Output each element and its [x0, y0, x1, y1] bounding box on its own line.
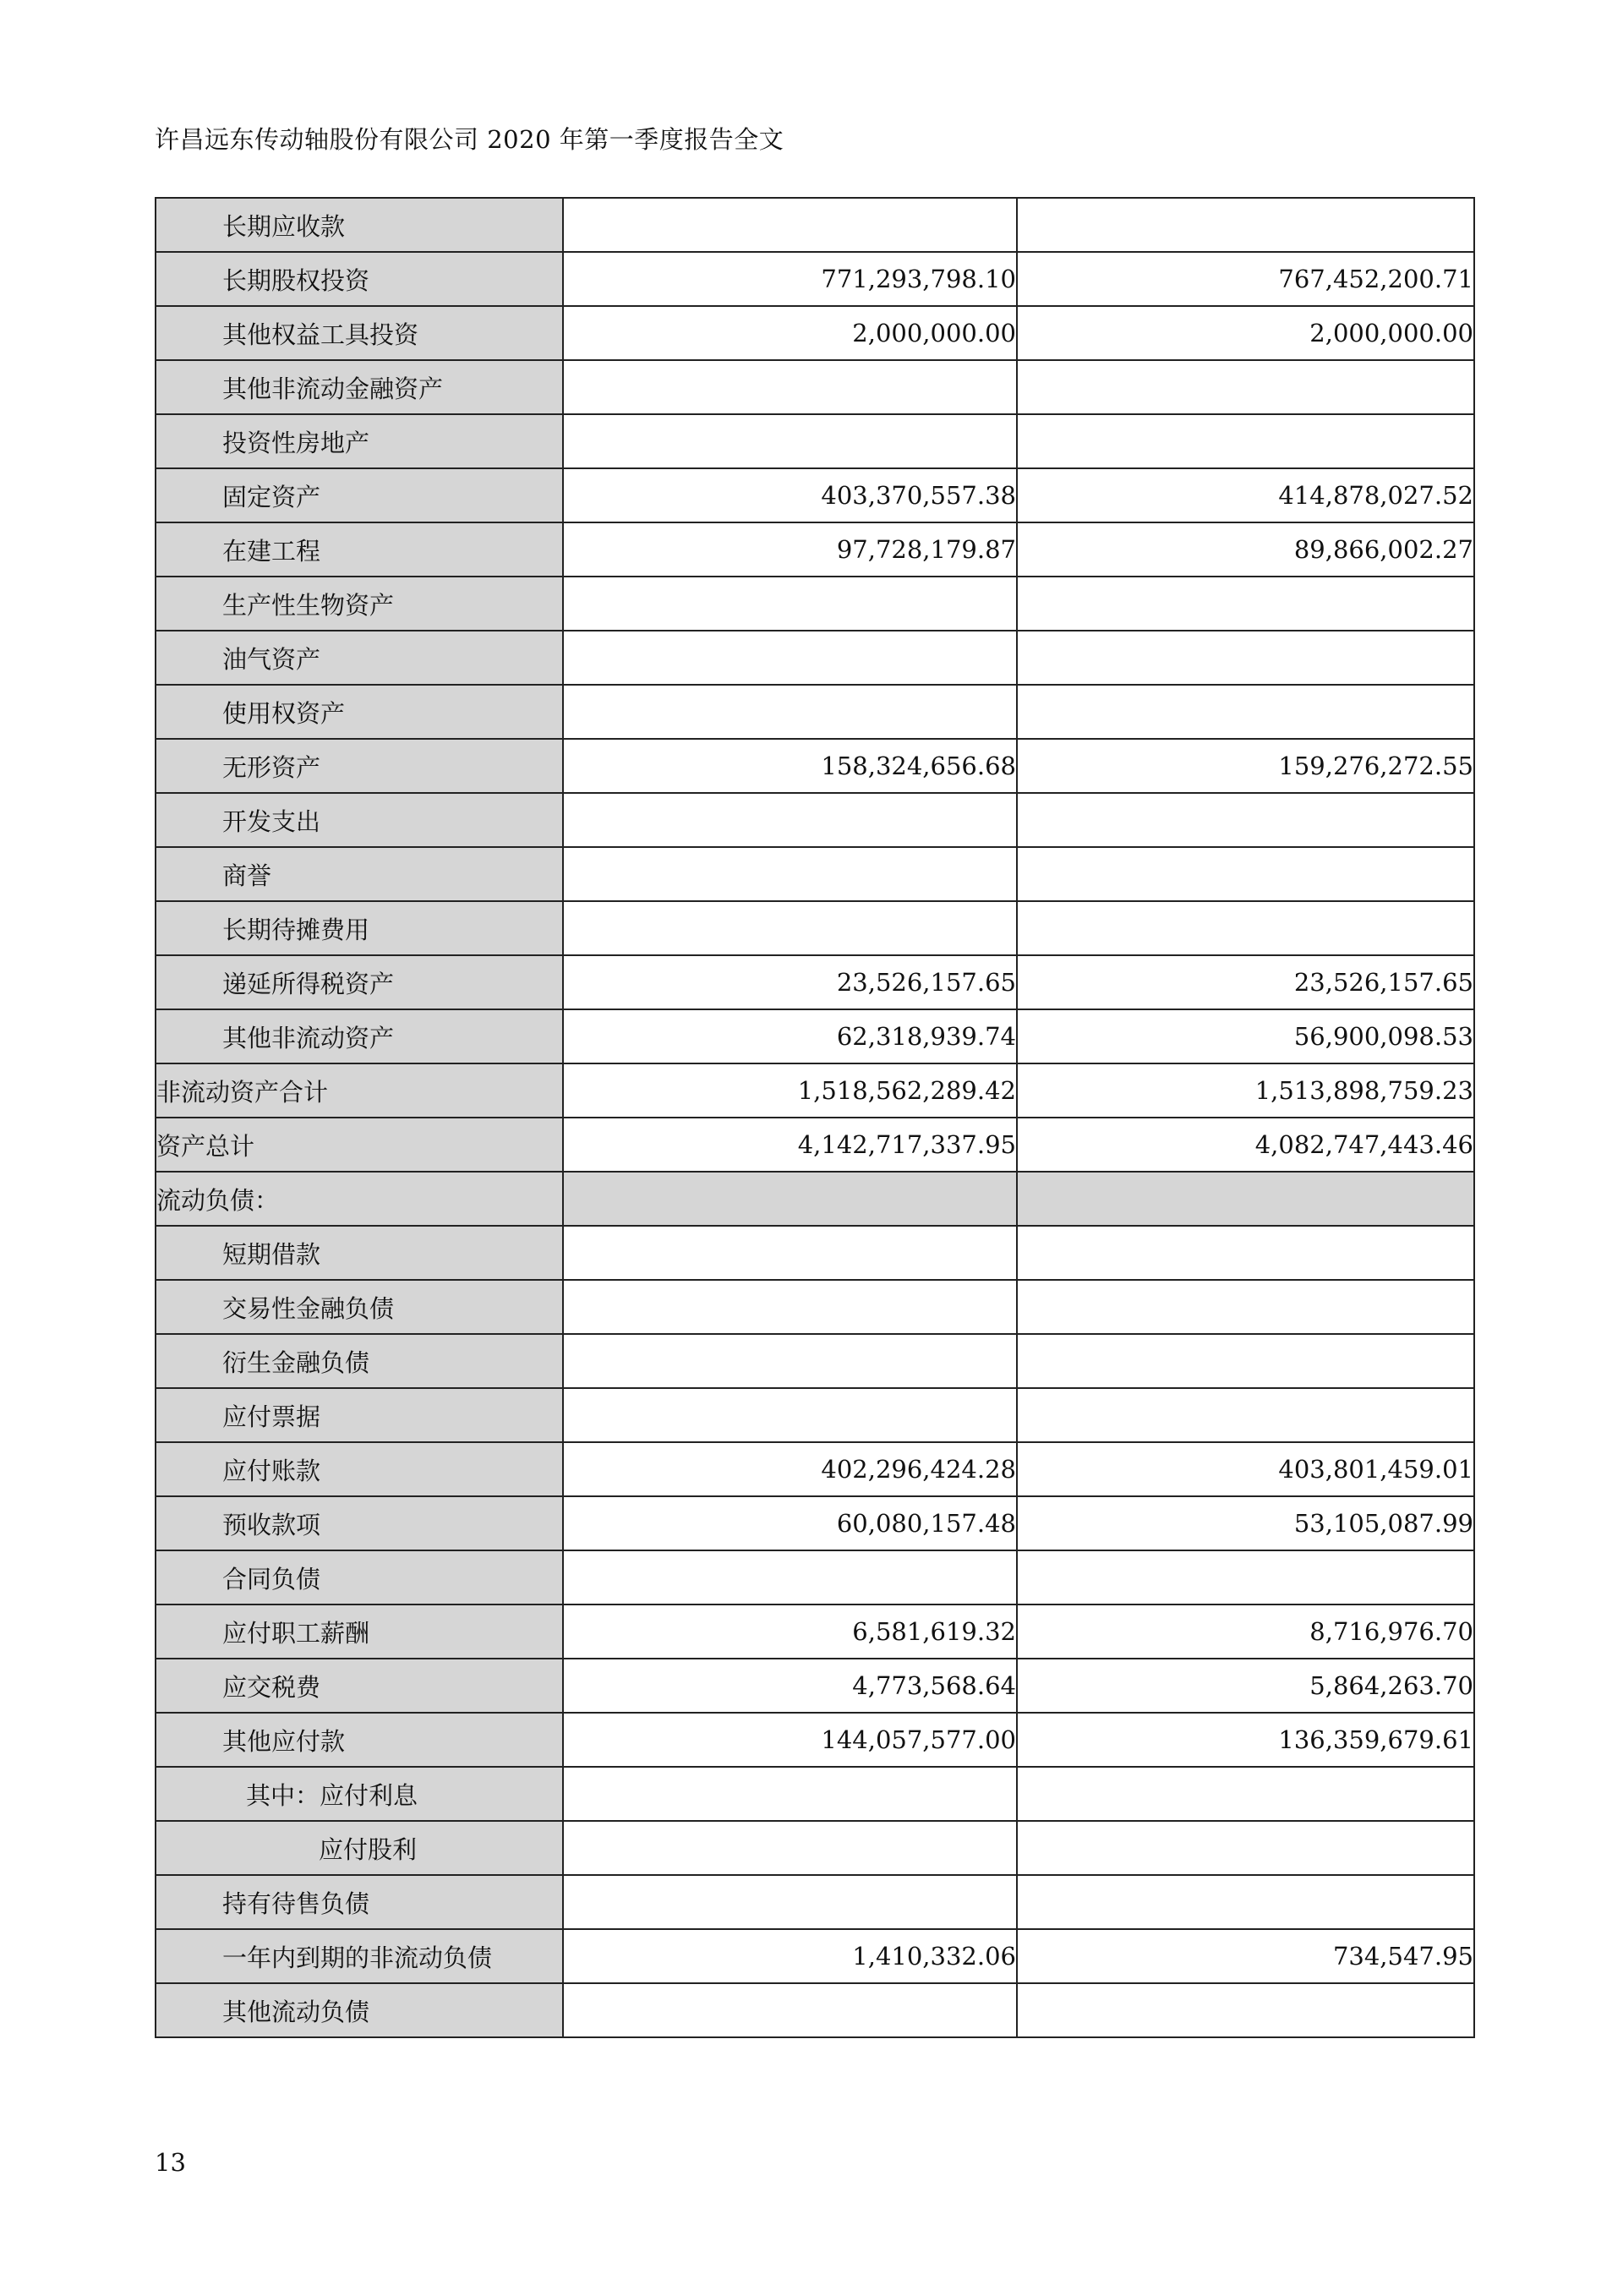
row-label: 油气资产: [156, 631, 563, 685]
row-label: 在建工程: [156, 522, 563, 577]
row-label: 持有待售负债: [156, 1875, 563, 1929]
current-period-value: [563, 847, 1017, 901]
row-label: 长期待摊费用: [156, 901, 563, 955]
previous-period-value: [1017, 577, 1474, 631]
section-row: [156, 1172, 1474, 1226]
current-period-value: 4,142,717,337.95: [563, 1118, 1017, 1172]
table-row: [156, 901, 1474, 955]
row-label: 应付股利: [156, 1821, 563, 1875]
table-row: [156, 955, 1474, 1009]
row-label: 资产总计: [156, 1118, 563, 1172]
previous-period-value: [1017, 1875, 1474, 1929]
table-row: [156, 1604, 1474, 1659]
current-period-value: 6,581,619.32: [563, 1604, 1017, 1659]
previous-period-value: 89,866,002.27: [1017, 522, 1474, 577]
current-period-value: 2,000,000.00: [563, 306, 1017, 360]
previous-period-value: 767,452,200.71: [1017, 252, 1474, 306]
table-row: [156, 1821, 1474, 1875]
current-period-value: [563, 1550, 1017, 1604]
previous-period-value: 159,276,272.55: [1017, 739, 1474, 793]
current-period-value: [563, 631, 1017, 685]
previous-period-value: 5,864,263.70: [1017, 1659, 1474, 1713]
current-period-value: 771,293,798.10: [563, 252, 1017, 306]
current-period-value: 402,296,424.28: [563, 1442, 1017, 1496]
previous-period-value: [1017, 1821, 1474, 1875]
table-row: [156, 1280, 1474, 1334]
table-row: [156, 252, 1474, 306]
table-row: [156, 1009, 1474, 1063]
document-header: 许昌远东传动轴股份有限公司 2020 年第一季度报告全文: [155, 125, 784, 154]
current-period-value: [563, 577, 1017, 631]
table-row: [156, 1063, 1474, 1118]
table-row: [156, 1550, 1474, 1604]
table-row: [156, 1334, 1474, 1388]
row-label: 交易性金融负债: [156, 1280, 563, 1334]
previous-period-value: [1017, 1550, 1474, 1604]
current-period-value: [563, 1821, 1017, 1875]
table-row: [156, 1875, 1474, 1929]
previous-period-value: [1017, 1226, 1474, 1280]
table-row: [156, 1118, 1474, 1172]
row-label: 使用权资产: [156, 685, 563, 739]
previous-period-value: [1017, 631, 1474, 685]
table-row: [156, 847, 1474, 901]
row-label: 其他非流动资产: [156, 1009, 563, 1063]
row-label: 长期应收款: [156, 198, 563, 252]
current-period-value: [563, 1767, 1017, 1821]
row-label: 合同负债: [156, 1550, 563, 1604]
previous-period-value: [1017, 1280, 1474, 1334]
previous-period-value: 8,716,976.70: [1017, 1604, 1474, 1659]
table-row: [156, 1659, 1474, 1713]
current-period-value: [563, 360, 1017, 414]
row-label: 固定资产: [156, 468, 563, 522]
previous-period-value: 53,105,087.99: [1017, 1496, 1474, 1550]
row-label: 其他流动负债: [156, 1983, 563, 2037]
current-period-value: [563, 198, 1017, 252]
previous-period-value: [1017, 1767, 1474, 1821]
previous-period-value: [1017, 1983, 1474, 2037]
current-period-value: [563, 793, 1017, 847]
current-period-value: [563, 1172, 1017, 1226]
previous-period-value: 734,547.95: [1017, 1929, 1474, 1983]
previous-period-value: 136,359,679.61: [1017, 1713, 1474, 1767]
previous-period-value: [1017, 414, 1474, 468]
table-row: [156, 1442, 1474, 1496]
row-label: 递延所得税资产: [156, 955, 563, 1009]
table-row: [156, 468, 1474, 522]
row-label: 一年内到期的非流动负债: [156, 1929, 563, 1983]
current-period-value: [563, 685, 1017, 739]
row-label: 非流动资产合计: [156, 1063, 563, 1118]
balance-sheet-body: [156, 198, 1474, 2037]
table-row: [156, 577, 1474, 631]
row-label: 其中：应付利息: [156, 1767, 563, 1821]
previous-period-value: 4,082,747,443.46: [1017, 1118, 1474, 1172]
current-period-value: [563, 1280, 1017, 1334]
table-row: [156, 1496, 1474, 1550]
table-row: [156, 631, 1474, 685]
row-label: 商誉: [156, 847, 563, 901]
current-period-value: [563, 901, 1017, 955]
current-period-value: [563, 1875, 1017, 1929]
row-label: 应交税费: [156, 1659, 563, 1713]
current-period-value: 1,410,332.06: [563, 1929, 1017, 1983]
row-label: 无形资产: [156, 739, 563, 793]
table-row: [156, 1983, 1474, 2037]
table-row: [156, 1767, 1474, 1821]
current-period-value: [563, 1983, 1017, 2037]
row-label: 流动负债：: [156, 1172, 563, 1226]
current-period-value: [563, 1388, 1017, 1442]
previous-period-value: [1017, 847, 1474, 901]
current-period-value: 144,057,577.00: [563, 1713, 1017, 1767]
current-period-value: 23,526,157.65: [563, 955, 1017, 1009]
current-period-value: [563, 1334, 1017, 1388]
table-row: [156, 522, 1474, 577]
table-row: [156, 793, 1474, 847]
previous-period-value: 1,513,898,759.23: [1017, 1063, 1474, 1118]
previous-period-value: [1017, 198, 1474, 252]
table-row: [156, 1226, 1474, 1280]
previous-period-value: [1017, 1172, 1474, 1226]
row-label: 应付账款: [156, 1442, 563, 1496]
previous-period-value: [1017, 1334, 1474, 1388]
previous-period-value: 56,900,098.53: [1017, 1009, 1474, 1063]
previous-period-value: [1017, 1388, 1474, 1442]
table-row: [156, 1388, 1474, 1442]
row-label: 应付票据: [156, 1388, 563, 1442]
previous-period-value: [1017, 685, 1474, 739]
row-label: 短期借款: [156, 1226, 563, 1280]
row-label: 开发支出: [156, 793, 563, 847]
row-label: 其他应付款: [156, 1713, 563, 1767]
row-label: 其他权益工具投资: [156, 306, 563, 360]
row-label: 生产性生物资产: [156, 577, 563, 631]
row-label: 应付职工薪酬: [156, 1604, 563, 1659]
row-label: 其他非流动金融资产: [156, 360, 563, 414]
previous-period-value: 403,801,459.01: [1017, 1442, 1474, 1496]
current-period-value: 4,773,568.64: [563, 1659, 1017, 1713]
table-row: [156, 1929, 1474, 1983]
current-period-value: 158,324,656.68: [563, 739, 1017, 793]
current-period-value: 60,080,157.48: [563, 1496, 1017, 1550]
current-period-value: 1,518,562,289.42: [563, 1063, 1017, 1118]
previous-period-value: [1017, 901, 1474, 955]
row-label: 预收款项: [156, 1496, 563, 1550]
current-period-value: 97,728,179.87: [563, 522, 1017, 577]
previous-period-value: 414,878,027.52: [1017, 468, 1474, 522]
table-row: [156, 306, 1474, 360]
current-period-value: 62,318,939.74: [563, 1009, 1017, 1063]
current-period-value: [563, 414, 1017, 468]
balance-sheet-table: [155, 197, 1475, 2038]
current-period-value: 403,370,557.38: [563, 468, 1017, 522]
previous-period-value: [1017, 793, 1474, 847]
table-row: [156, 360, 1474, 414]
previous-period-value: [1017, 360, 1474, 414]
previous-period-value: 23,526,157.65: [1017, 955, 1474, 1009]
current-period-value: [563, 1226, 1017, 1280]
row-label: 长期股权投资: [156, 252, 563, 306]
table-row: [156, 1713, 1474, 1767]
table-row: [156, 685, 1474, 739]
row-label: 衍生金融负债: [156, 1334, 563, 1388]
previous-period-value: 2,000,000.00: [1017, 306, 1474, 360]
row-label: 投资性房地产: [156, 414, 563, 468]
table-row: [156, 414, 1474, 468]
table-row: [156, 198, 1474, 252]
page-number: 13: [155, 2148, 186, 2177]
table-row: [156, 739, 1474, 793]
